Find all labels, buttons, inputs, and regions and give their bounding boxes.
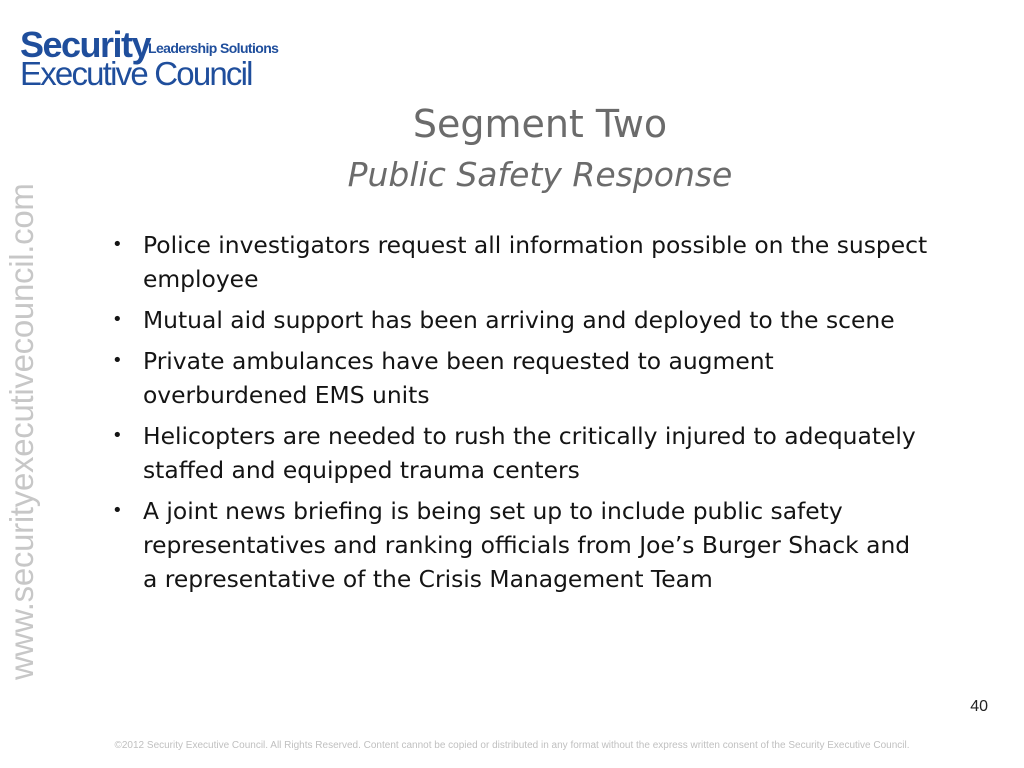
bullet-text: Helicopters are needed to rush the critically injured to adequately staffed and equipped trauma centers [143,422,916,484]
bullet-text: Police investigators request all information possible on the suspect employee [143,231,928,293]
bullet-marker: • [112,350,123,371]
bullet-list [100,228,930,603]
bullet-marker: • [112,309,123,330]
copyright-footer: ©2012 Security Executive Council. All Rights Reserved. Content cannot be copied or distributed in any format without the express written consent of the Security Executive Council. [114,740,910,751]
logo-tagline: Leadership Solutions [148,40,279,56]
slide-subtitle: Public Safety Response [347,155,733,194]
bullet-text: Private ambulances have been requested to augment overburdened EMS units [143,347,774,409]
security-executive-council-logo [20,24,290,93]
side-website-url: www.securityexecutivecouncil.com [3,183,40,680]
slide-title: Segment Two [412,102,668,146]
logo-executive-council-text: Executive Council [20,55,252,92]
bullet-item [100,303,930,337]
page-number: 40 [970,698,988,715]
bullet-text: Mutual aid support has been arriving and deployed to the scene [143,306,895,334]
bullet-marker: • [112,500,123,521]
bullet-item [100,419,930,487]
bullet-item [100,344,930,412]
logo-security-text: Security [20,24,151,65]
bullet-text: A joint news briefing is being set up to include public safety representatives and ranking officials from Joe’s Burger Shack and a representative of the Crisis Management Team [143,497,911,593]
bullet-item [100,494,930,596]
bullet-marker: • [112,425,123,446]
bullet-item [100,228,930,296]
bullet-marker: • [112,234,123,255]
